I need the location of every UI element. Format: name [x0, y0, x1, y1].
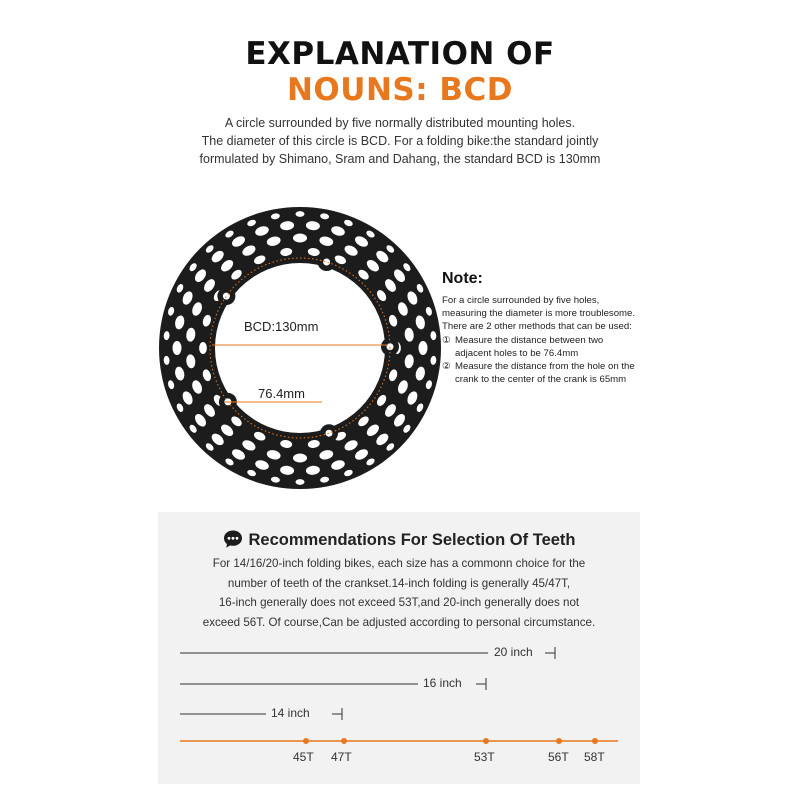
teeth-marker — [341, 738, 347, 744]
title-line-1: EXPLANATION OF — [245, 36, 555, 72]
lattice-cutout — [419, 341, 428, 355]
intro-line: A circle surrounded by five normally distributed mounting holes. — [224, 116, 576, 130]
teeth-marker — [303, 738, 309, 744]
title-line-2: NOUNS: BCD — [286, 72, 514, 108]
note-item-line: Measure the distance from the hole on the — [455, 361, 635, 373]
teeth-label-45: 45T — [293, 750, 314, 764]
intro-text — [120, 114, 680, 168]
teeth-label-56: 56T — [548, 750, 569, 764]
teeth-size-diagram — [158, 512, 640, 784]
teeth-marker — [483, 738, 489, 744]
note-title: Note: — [442, 270, 483, 287]
lattice-cutout — [293, 234, 307, 243]
chat-bubble-icon — [223, 529, 243, 549]
bcd-label: BCD:130mm — [244, 319, 319, 334]
hole-distance-label: 76.4mm — [258, 386, 305, 401]
note-intro-line: measuring the diameter is more troublesome. — [442, 308, 636, 320]
note-item-line: Measure the distance between two — [455, 334, 604, 346]
teeth-label-53: 53T — [474, 750, 495, 764]
chainring-diagram — [150, 188, 450, 508]
lattice-cutout — [296, 479, 305, 485]
mounting-hole — [326, 430, 333, 437]
lattice-cutout — [293, 454, 307, 463]
size-line-label-14: 14 inch — [271, 706, 310, 720]
note-item-number: ① — [442, 334, 451, 346]
intro-line: formulated by Shimano, Sram and Dahang, the standard BCD is 130mm — [199, 152, 601, 166]
note-item-line: adjacent holes to be 76.4mm — [455, 347, 579, 359]
note-item-line: crank to the center of the crank is 65mm — [455, 374, 627, 386]
teeth-label-58: 58T — [584, 750, 605, 764]
teeth-marker — [592, 738, 598, 744]
teeth-label-47: 47T — [331, 750, 352, 764]
recommendations-text — [170, 554, 628, 632]
lattice-cutout — [173, 341, 182, 355]
recommendations-line: number of teeth of the crankset.14-inch folding is generally 45/47T, — [227, 576, 571, 590]
recommendations-title — [158, 529, 640, 550]
note-item-2 — [442, 360, 682, 386]
recommendations-panel — [158, 512, 640, 784]
mounting-hole — [323, 259, 330, 266]
recommendations-title-text: Recommendations For Selection Of Teeth — [248, 531, 576, 549]
size-line-label-20: 20 inch — [494, 645, 533, 659]
intro-line: The diameter of this circle is BCD. For a folding bike:the standard jointly — [201, 134, 599, 148]
note-intro-line: There are 2 other methods that can be used: — [442, 321, 632, 333]
note-body — [442, 294, 682, 386]
size-line-label-16: 16 inch — [423, 676, 462, 690]
recommendations-line: For 14/16/20-inch folding bikes, each size has a commonn choice for the — [212, 557, 586, 570]
note-item-number: ② — [442, 361, 451, 373]
lattice-cutout — [199, 342, 207, 354]
recommendations-line: exceed 56T. Of course,Can be adjusted according to personal circumstance. — [202, 615, 596, 629]
note-item-1 — [442, 334, 682, 360]
recommendations-line: 16-inch generally does not exceed 53T,and 20-inch generally does not — [218, 596, 580, 609]
lattice-cutout — [296, 211, 305, 217]
note-intro-line: For a circle surrounded by five holes, — [442, 295, 600, 306]
teeth-marker — [556, 738, 562, 744]
